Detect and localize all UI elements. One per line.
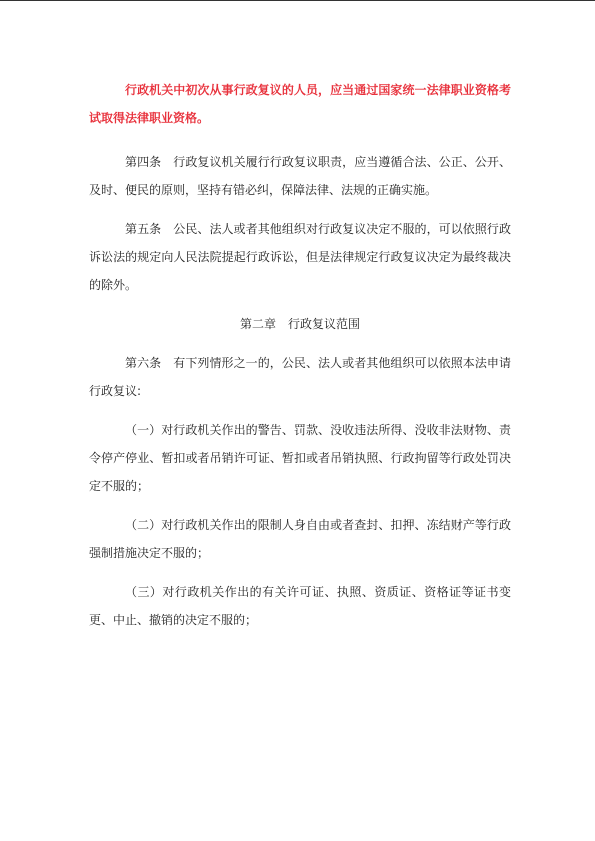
chapter-number: 第二章 xyxy=(239,317,276,331)
article-6-intro: 第六条 有下列情形之一的，公民、法人或者其他组织可以依照本法申请行政复议: xyxy=(89,356,511,398)
article-6-item-3: （三）对行政机关作出的有关许可证、执照、资质证、资格证等证书变更、中止、撤销的决定不服的； xyxy=(89,585,511,627)
article-6-item-1: （一）对行政机关作出的警告、罚款、没收违法所得、没收非法财物、责令停产停业、暂扣或者吊销许可证、暂扣或者吊销执照、行政拘留等行政处罚决定不服的； xyxy=(89,423,511,493)
document-page xyxy=(89,76,511,645)
top-border-line xyxy=(0,0,595,1)
article-4: 第四条 行政复议机关履行行政复议职责，应当遵循合法、公正、公开、及时、便民的原则，坚持有错必纠，保障法律、法规的正确实施。 xyxy=(89,155,511,197)
chapter-title: 行政复议范围 xyxy=(288,317,361,331)
chapter-heading xyxy=(89,310,511,338)
article-5: 第五条 公民、法人或者其他组织对行政复议决定不服的，可以依照行政诉讼法的规定向人民法院提起行政诉讼，但是法律规定行政复议决定为最终裁决的除外。 xyxy=(89,222,511,292)
highlighted-paragraph: 行政机关中初次从事行政复议的人员，应当通过国家统一法律职业资格考试取得法律职业资格。 xyxy=(89,83,511,125)
article-6-item-2: （二）对行政机关作出的限制人身自由或者查封、扣押、冻结财产等行政强制措施决定不服的； xyxy=(89,518,511,560)
